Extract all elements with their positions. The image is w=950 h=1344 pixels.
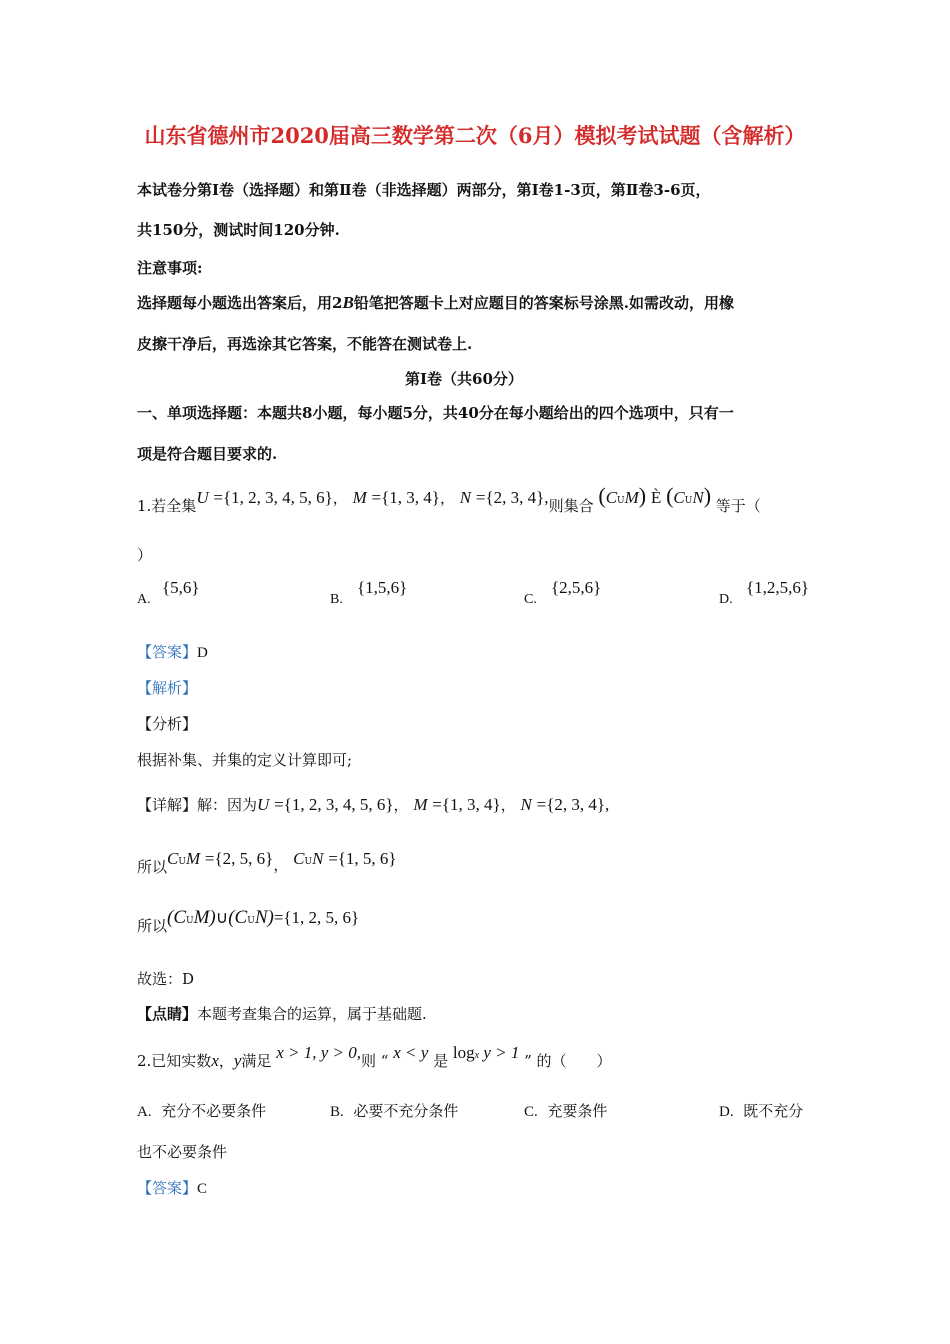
q2-answer: [137, 1177, 207, 1198]
q1-choose: 故选：D: [137, 970, 195, 988]
cm-c: C: [167, 849, 179, 868]
q2-var-x: x: [211, 1051, 219, 1070]
q1-mid: 则集合: [548, 497, 594, 515]
q2-option-c-value: 充要条件: [547, 1102, 608, 1120]
q2-option-c: [524, 1100, 607, 1121]
union-m: M): [193, 907, 216, 928]
q1-expr-open: (: [598, 483, 606, 508]
union-right: (C: [228, 907, 248, 928]
q2-p: x < y: [393, 1043, 429, 1062]
q1-expr-open2: (: [666, 483, 674, 508]
detail-n-set: ={2, 3, 4},: [536, 795, 610, 814]
q1-m-symbol: M: [352, 488, 367, 507]
fenxi-text: 根据补集、并集的定义计算即可;: [137, 751, 353, 769]
q2-answer-value: C: [197, 1181, 208, 1197]
q1-n-set: ={2, 3, 4},: [475, 488, 549, 507]
q2-option-d-value: 既不充分: [743, 1102, 804, 1120]
q1-option-d-label: D.: [719, 592, 733, 607]
q1-option-b-label: B.: [330, 592, 343, 607]
q2-log-rest: y > 1: [479, 1043, 520, 1062]
detail-u: U: [257, 795, 270, 814]
answer-tag: 【答案】: [137, 643, 198, 661]
q1-m-set: ={1, 3, 4}: [371, 488, 440, 507]
q2-log: log: [452, 1043, 475, 1062]
q1-option-b-value: {1,5,6}: [357, 578, 408, 597]
notes-line-1-c: 铅笔把答题卡上对应题目的答案标号涂黑.如需改动，用橡: [353, 294, 735, 312]
q2-option-d: [719, 1100, 803, 1121]
detail-text: 解：因为: [197, 796, 258, 814]
q2-stem: [137, 1042, 612, 1070]
detail-sep-1: ，: [393, 796, 409, 814]
q2-option-a: [137, 1100, 266, 1121]
q1-expr-n: N: [692, 488, 704, 507]
q2-prefix: 2.已知实数: [137, 1052, 212, 1070]
so-1-sep: ，: [273, 856, 289, 874]
section1-line-1: 一、单项选择题：本题共8小题，每小题5分，共40分在每小题给出的四个选项中，只有一: [137, 404, 734, 422]
analysis-tag: 【解析】: [137, 679, 198, 697]
q1-option-a-value: {5,6}: [162, 578, 200, 597]
union-left: (C: [167, 907, 187, 928]
q2-option-b-label: B.: [330, 1104, 344, 1120]
q1-expr-close: ): [638, 483, 647, 508]
q2-condition: x > 1, y > 0,: [276, 1043, 362, 1062]
detail-m: M: [413, 795, 428, 814]
q1-option-a-label: A.: [137, 592, 151, 607]
intro-line-1: 本试卷分第Ⅰ卷（选择题）和第Ⅱ卷（非选择题）两部分，第Ⅰ卷1-3页，第Ⅱ卷3-6页，: [137, 181, 711, 199]
q2-option-c-label: C.: [524, 1104, 538, 1120]
fenxi-tag: 【分析】: [137, 715, 198, 733]
detail-tag: 【详解】: [137, 796, 198, 814]
detail-sep-2: ，: [500, 796, 516, 814]
cn-value: ={1, 5, 6}: [328, 849, 397, 868]
q2-option-a-label: A.: [137, 1104, 152, 1120]
q1-prefix: 1.若全集: [137, 497, 197, 515]
notes-line-1: [137, 292, 734, 313]
q1-close-paren: ）: [137, 546, 153, 564]
q1-option-d-value: {1,2,5,6}: [746, 578, 810, 597]
cn-n: N: [312, 849, 324, 868]
intro-line-2: 共150分，测试时间120分钟.: [137, 221, 340, 239]
q2-option-a-value: 充分不必要条件: [161, 1102, 267, 1120]
q2-answer-tag: 【答案】: [137, 1179, 198, 1197]
q2-comma: ，: [218, 1052, 234, 1070]
q1-dianjing: [137, 1003, 427, 1024]
q1-u-symbol: U: [196, 488, 209, 507]
q1-suffix: 等于（: [715, 497, 761, 515]
part1-heading: 第Ⅰ卷（共60分）: [405, 370, 523, 388]
q1-complements: [137, 848, 397, 876]
union-value: ={1, 2, 5, 6}: [273, 908, 360, 927]
q1-n-symbol: N: [459, 488, 472, 507]
q2-satisfy: 满足: [241, 1052, 272, 1070]
union-sub-1: U: [186, 916, 194, 926]
q2-option-b-value: 必要不充分条件: [353, 1102, 459, 1120]
union-op: ∪: [215, 908, 229, 927]
q2-end: ” 的（ ）: [524, 1052, 612, 1070]
cm-value: ={2, 5, 6}: [204, 849, 274, 868]
detail-m-set: ={1, 3, 4}: [432, 795, 501, 814]
so-2: 所以: [137, 917, 168, 935]
q2-shi: 是: [433, 1052, 449, 1070]
q1-detail: [137, 794, 609, 815]
cm-m: M: [185, 849, 201, 868]
detail-u-set: ={1, 2, 3, 4, 5, 6}: [274, 795, 394, 814]
q2-then: 则 “: [361, 1052, 389, 1070]
q1-expr-close2: ): [703, 483, 712, 508]
q1-expr-sub2: U: [684, 496, 693, 506]
q1-stem: [137, 483, 761, 515]
q1-option-c-label: C.: [524, 592, 537, 607]
q1-option-c-value: {2,5,6}: [551, 578, 602, 597]
q1-expr-m: M: [624, 488, 639, 507]
section1-line-2: 项是符合题目要求的.: [137, 445, 278, 463]
q1-union: [137, 907, 360, 935]
dianjing-text: 本题考查集合的运算，属于基础题.: [197, 1005, 427, 1023]
q2-option-d-label: D.: [719, 1104, 734, 1120]
q1-answer: [137, 641, 208, 662]
cn-sub: U: [304, 857, 313, 867]
q2-log-sub: x: [474, 1050, 480, 1061]
q1-u-set: ={1, 2, 3, 4, 5, 6}: [213, 488, 333, 507]
q1-expr-c1: C: [605, 488, 618, 507]
so-1: 所以: [137, 858, 168, 876]
detail-n: N: [520, 795, 532, 814]
notes-heading: 注意事项:: [137, 259, 203, 277]
union-sub-2: U: [247, 916, 255, 926]
q1-expr-c2: C: [673, 488, 685, 507]
q1-sep-1: ，: [332, 489, 348, 507]
q1-expr-op: È: [650, 488, 662, 507]
q2-option-d-continued: 也不必要条件: [137, 1143, 228, 1161]
q1-expr-sub1: U: [617, 496, 625, 506]
q1-sep-2: ，: [439, 489, 455, 507]
notes-pencil-grade: B: [342, 293, 354, 312]
notes-line-2: 皮擦干净后，再选涂其它答案，不能答在测试卷上.: [137, 335, 473, 353]
union-n: N): [254, 907, 274, 928]
q2-var-y: y: [233, 1051, 242, 1070]
q1-answer-value: D: [197, 645, 208, 661]
cm-sub: U: [178, 857, 186, 867]
notes-line-1-a: 选择题每小题选出答案后，用2: [137, 294, 343, 312]
q2-option-b: [330, 1100, 458, 1121]
cn-c: C: [293, 849, 305, 868]
document-title: 山东省德州市2020届高三数学第二次（6月）模拟考试试题（含解析）: [144, 123, 806, 148]
dianjing-tag: 【点睛】: [137, 1005, 198, 1023]
